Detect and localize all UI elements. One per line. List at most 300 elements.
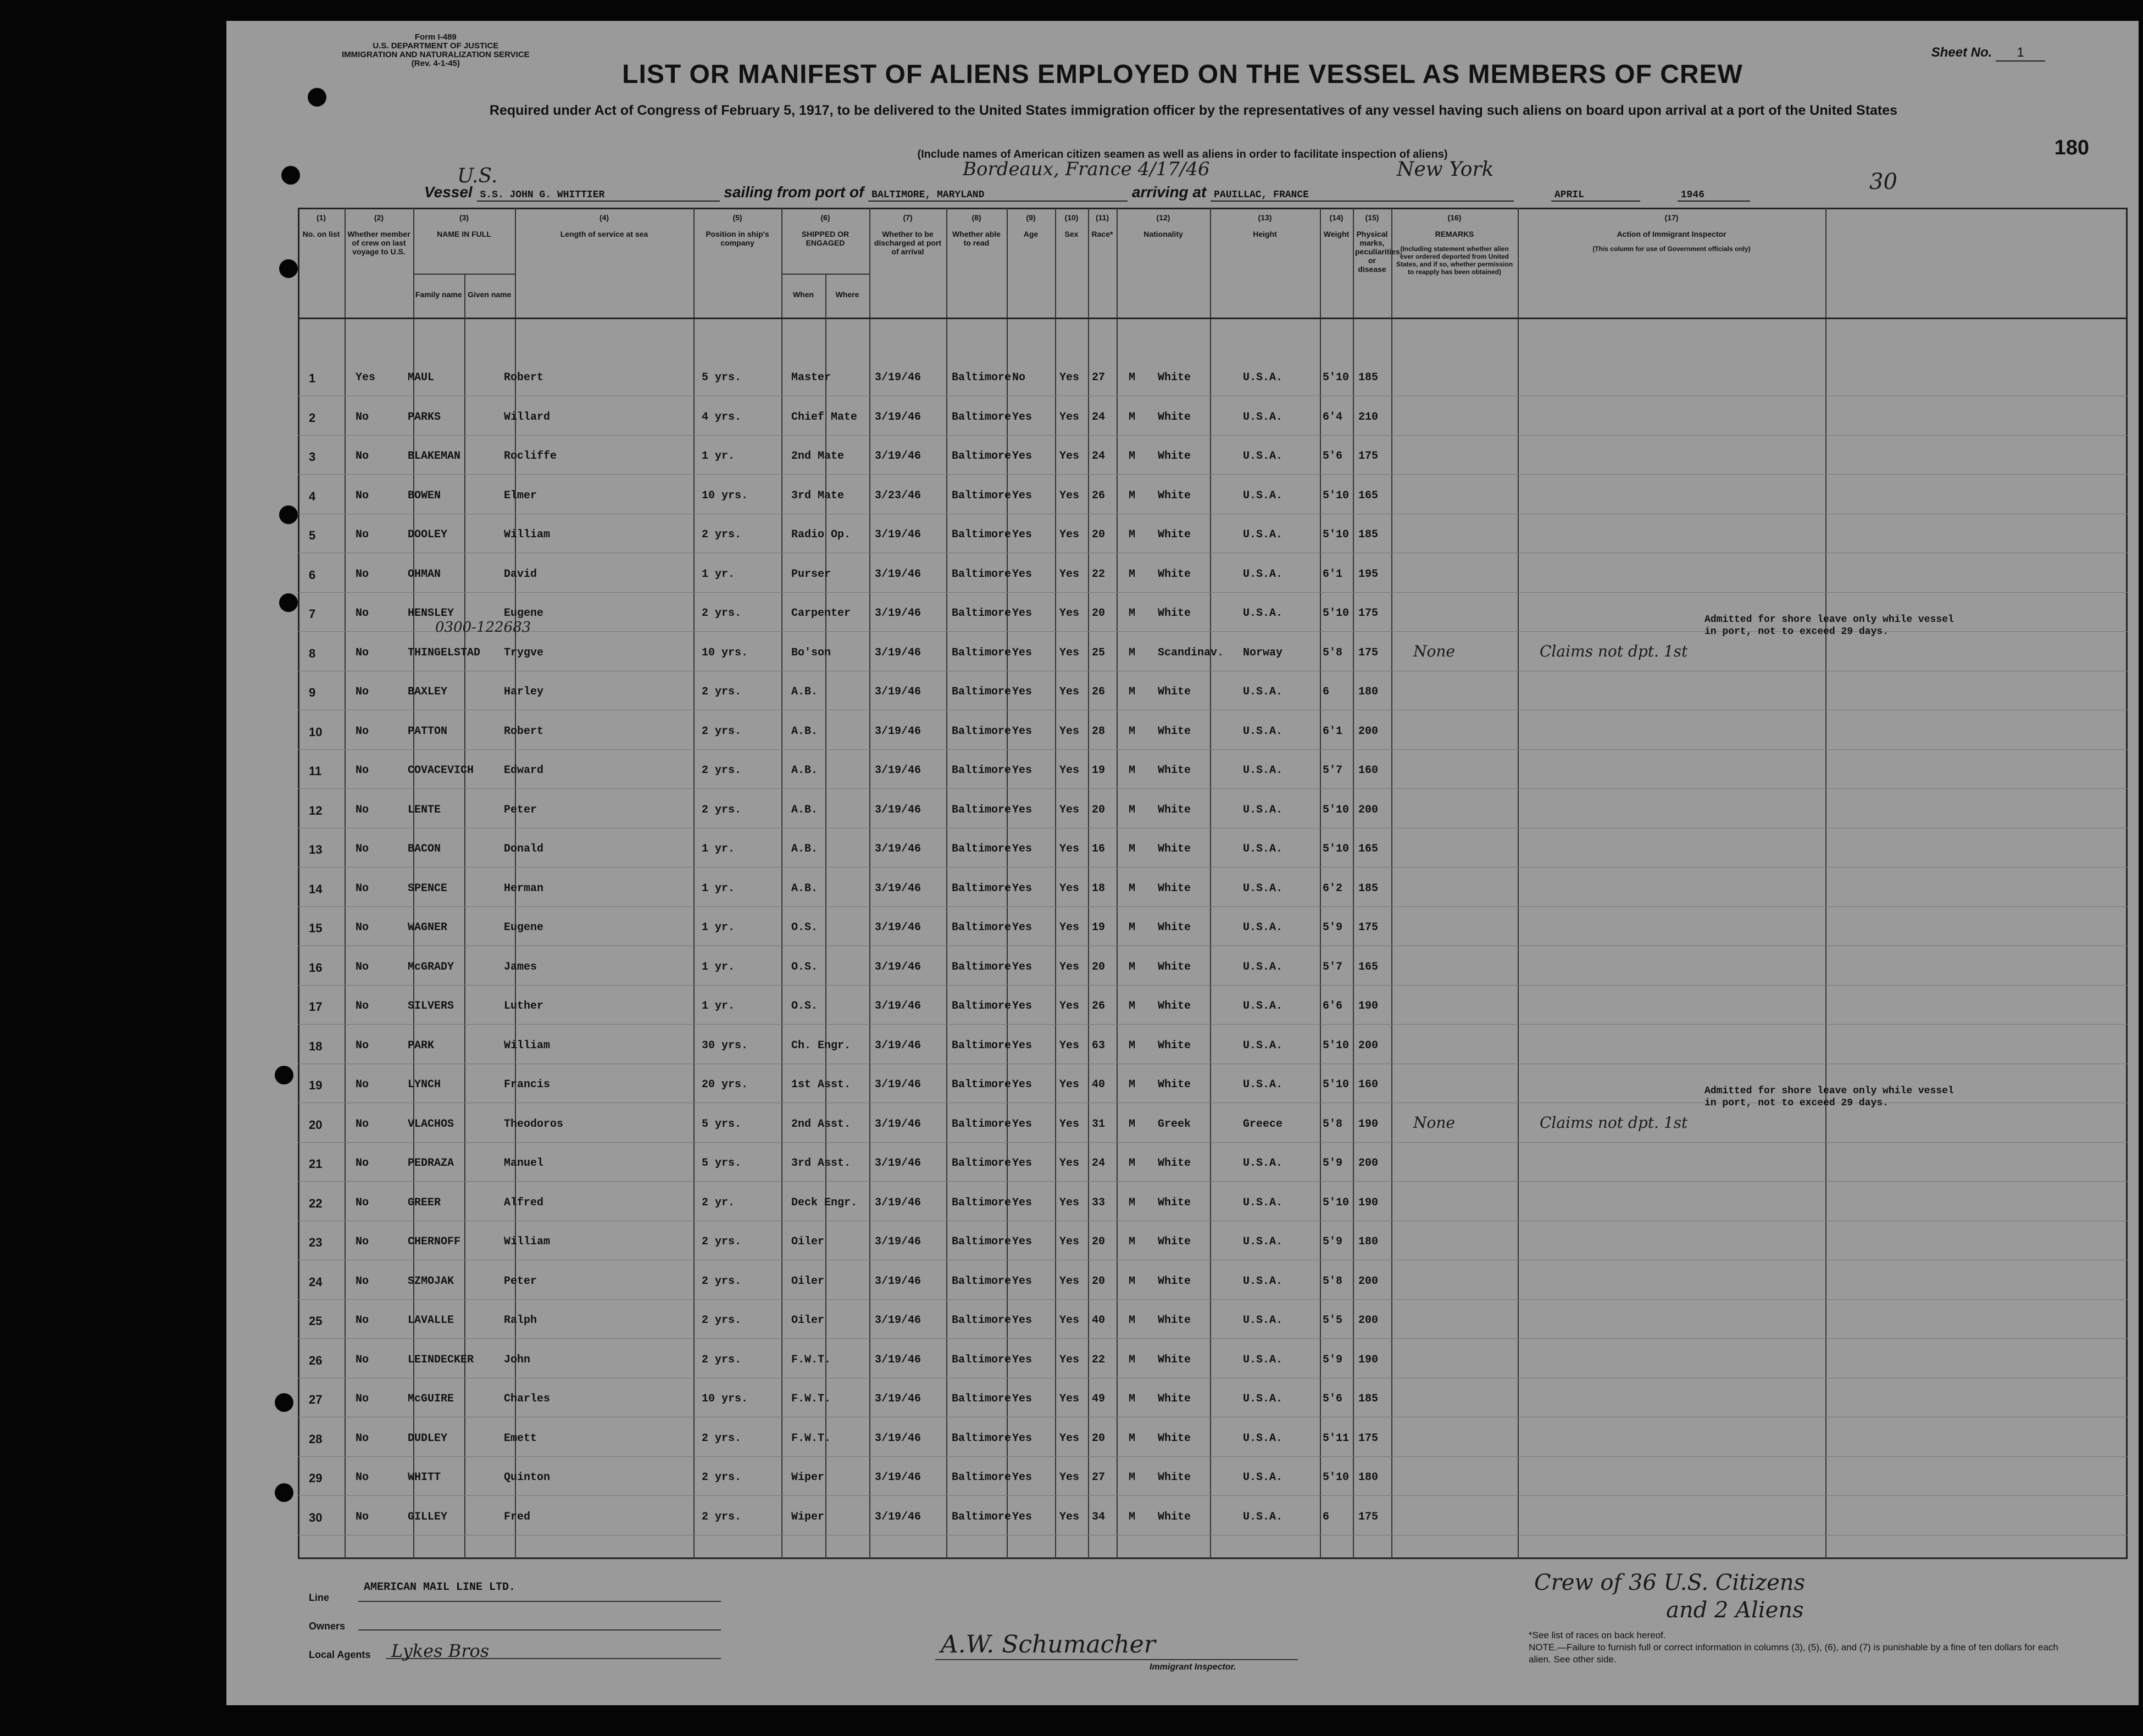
cell-read: Yes (1059, 882, 1080, 895)
cell-where: Baltimore (952, 1117, 1012, 1131)
cell-given: Fred (504, 1510, 531, 1523)
cell-read: Yes (1059, 1393, 1080, 1405)
cell-weight: 185 (1358, 882, 1379, 895)
cell-discharge: Yes (1012, 921, 1032, 934)
column-header: Action of Immigrant Inspector (1617, 230, 1726, 238)
shore-leave-remark: Admitted for shore leave only while vessel in port, not to exceed 29 days. (1705, 1086, 1954, 1109)
cell-position: A.B. (791, 882, 818, 895)
cell-age: 24 (1092, 410, 1106, 424)
cell-family: LYNCH (408, 1078, 441, 1091)
cell-race: White (1158, 686, 1191, 698)
cell-age: 20 (1092, 803, 1106, 816)
table-row (298, 1142, 2128, 1182)
table-row (298, 1377, 2128, 1417)
cell-family: SZMOJAK (408, 1275, 454, 1288)
cell-age: 20 (1092, 960, 1106, 973)
cell-no: 13 (309, 843, 323, 856)
cell-where: Baltimore (952, 410, 1012, 424)
sailing-port: BALTIMORE, MARYLAND (868, 190, 1128, 202)
cell-sex: M (1129, 1353, 1136, 1366)
cell-height: 6'6 (1323, 1000, 1343, 1012)
column-header: Whether member of crew on last voyage to U.S. (347, 230, 410, 256)
column-header: Weight (1323, 230, 1350, 238)
cell-where: Baltimore (952, 1039, 1012, 1052)
cell-weight: 200 (1358, 1157, 1379, 1170)
cell-given: Herman (504, 882, 544, 895)
handwritten-day: 30 (1869, 169, 1897, 194)
cell-service: 1 yr. (702, 921, 735, 934)
cell-discharge: Yes (1012, 567, 1032, 581)
cell-position: A.B. (791, 686, 818, 698)
cell-where: Baltimore (952, 1314, 1012, 1327)
cell-where: Baltimore (952, 607, 1012, 620)
cell-race: White (1158, 489, 1191, 502)
cell-when: 3/19/46 (875, 921, 921, 934)
cell-weight: 200 (1358, 725, 1379, 738)
cell-no: 11 (309, 764, 322, 778)
table-row (298, 1181, 2128, 1221)
cell-given: Manuel (504, 1157, 544, 1170)
cell-service: 2 yrs. (702, 764, 742, 777)
cell-given: Elmer (504, 489, 537, 502)
cell-no: 21 (309, 1157, 323, 1171)
agents-value: Lykes Bros (391, 1640, 490, 1661)
cell-given: Trygve (504, 646, 544, 659)
cell-sex: M (1129, 450, 1136, 463)
cell-family: BOWEN (408, 489, 441, 502)
cell-when: 3/19/46 (875, 1117, 921, 1131)
cell-position: Carpenter (791, 607, 851, 620)
cell-where: Baltimore (952, 725, 1012, 738)
cell-no: 18 (309, 1039, 323, 1053)
cell-weight: 160 (1358, 1078, 1379, 1091)
cell-race: White (1158, 843, 1191, 855)
table-row (298, 1456, 2128, 1496)
cell-nationality: U.S.A. (1243, 489, 1283, 502)
cell-family: BLAKEMAN (408, 450, 461, 463)
cell-sex: M (1129, 1078, 1136, 1091)
cell-last: No (356, 960, 369, 973)
cell-age: 40 (1092, 1078, 1106, 1091)
column-note: (This column for use of Government officials only) (1592, 245, 1751, 253)
cell-read: Yes (1059, 921, 1080, 934)
cell-discharge: Yes (1012, 1353, 1032, 1366)
cell-height: 6'1 (1323, 567, 1343, 581)
table-row (298, 1024, 2128, 1064)
cell-given: Ralph (504, 1314, 537, 1327)
cell-race: White (1158, 1510, 1191, 1523)
cell-last: No (356, 410, 369, 424)
cell-no: 17 (309, 1000, 323, 1014)
cell-position: Chief Mate (791, 410, 858, 424)
cell-given: Luther (504, 1000, 544, 1012)
cell-discharge: Yes (1012, 1236, 1032, 1248)
cell-given: John (504, 1353, 531, 1366)
cell-service: 2 yrs. (702, 725, 742, 738)
column-number: (15) (1365, 213, 1379, 222)
manifest-footer (226, 1559, 2139, 1705)
cell-read: Yes (1059, 1236, 1080, 1248)
cell-position: Wiper (791, 1471, 825, 1484)
cell-when: 3/19/46 (875, 607, 921, 620)
cell-discharge: Yes (1012, 1393, 1032, 1405)
cell-position: 1st Asst. (791, 1078, 851, 1091)
cell-position: A.B. (791, 725, 818, 738)
cell-when: 3/19/46 (875, 1314, 921, 1327)
cell-position: F.W.T. (791, 1393, 831, 1405)
cell-last: No (356, 1314, 369, 1327)
column-header: Position in ship's company (706, 230, 769, 247)
table-row (298, 867, 2128, 907)
cell-family: PARKS (408, 410, 441, 424)
cell-sex: M (1129, 686, 1136, 698)
punch-hole (279, 593, 298, 612)
cell-height: 6'4 (1323, 410, 1343, 424)
handwritten-claims: Claims not dpt. 1st (1540, 1113, 1688, 1132)
cell-last: No (356, 1157, 369, 1170)
cell-nationality: U.S.A. (1243, 921, 1283, 934)
cell-service: 2 yrs. (702, 686, 742, 698)
cell-race: White (1158, 1471, 1191, 1484)
cell-read: Yes (1059, 1117, 1080, 1131)
cell-last: No (356, 1393, 369, 1405)
cell-when: 3/19/46 (875, 567, 921, 581)
cell-position: Purser (791, 567, 831, 581)
signature-line (935, 1657, 1298, 1660)
cell-height: 5'10 (1323, 1471, 1350, 1484)
cell-nationality: U.S.A. (1243, 1000, 1283, 1012)
cell-last: No (356, 1117, 369, 1131)
cell-sex: M (1129, 1157, 1136, 1170)
cell-family: DOOLEY (408, 528, 448, 541)
cell-age: 20 (1092, 607, 1106, 620)
cell-discharge: Yes (1012, 1275, 1032, 1288)
cell-position: A.B. (791, 764, 818, 777)
cell-position: Deck Engr. (791, 1196, 858, 1209)
cell-when: 3/19/46 (875, 686, 921, 698)
cell-family: OHMAN (408, 567, 441, 581)
cell-no: 6 (309, 567, 316, 582)
arrival-year: 1946 (1678, 190, 1750, 202)
cell-height: 5'6 (1323, 450, 1343, 463)
cell-when: 3/19/46 (875, 1157, 921, 1170)
cell-position: 3rd Mate (791, 489, 845, 502)
cell-height: 5'10 (1323, 607, 1350, 620)
cell-no: 28 (309, 1432, 323, 1446)
column-header: Physical marks, peculiarities, or disease (1355, 230, 1402, 274)
cell-when: 3/19/46 (875, 882, 921, 895)
cell-age: 22 (1092, 567, 1106, 581)
cell-race: White (1158, 1000, 1191, 1012)
cell-race: White (1158, 607, 1191, 620)
column-number: (3) (459, 213, 469, 222)
cell-family: SPENCE (408, 882, 448, 895)
cell-when: 3/19/46 (875, 803, 921, 816)
cell-age: 28 (1092, 725, 1106, 738)
cell-service: 1 yr. (702, 882, 735, 895)
cell-weight: 175 (1358, 607, 1379, 620)
cell-family: HENSLEY (408, 607, 454, 620)
cell-nationality: U.S.A. (1243, 1393, 1283, 1405)
column-number: (11) (1095, 213, 1109, 222)
cell-when: 3/19/46 (875, 725, 921, 738)
cell-nationality: U.S.A. (1243, 528, 1283, 541)
column-header: Height (1253, 230, 1277, 238)
cell-sex: M (1129, 1117, 1136, 1131)
cell-nationality: U.S.A. (1243, 1314, 1283, 1327)
cell-sex: M (1129, 567, 1136, 581)
cell-discharge: Yes (1012, 803, 1032, 816)
punch-hole (279, 505, 298, 524)
cell-no: 7 (309, 607, 316, 621)
table-row (298, 1220, 2128, 1260)
table-row (298, 396, 2128, 436)
cell-height: 5'10 (1323, 528, 1350, 541)
cell-last: No (356, 764, 369, 777)
cell-family: WAGNER (408, 921, 448, 934)
cell-last: No (356, 1510, 369, 1523)
cell-family: GREER (408, 1196, 441, 1209)
column-header: Whether to be discharged at port of arrival (874, 230, 942, 256)
page-subtitle: Required under Act of Congress of February 5, 1917, to be delivered to the United States immigration officer by the representatives of any vessel having such aliens on board upon arrival at a port of the United States (489, 103, 1898, 118)
cell-given: Theodoros (504, 1117, 564, 1131)
cell-when: 3/19/46 (875, 1353, 921, 1366)
cell-no: 3 (309, 450, 316, 464)
cell-when: 3/19/46 (875, 1039, 921, 1052)
table-row (298, 553, 2128, 593)
cell-family: McGUIRE (408, 1393, 454, 1405)
cell-given: Alfred (504, 1196, 544, 1209)
cell-weight: 200 (1358, 1275, 1379, 1288)
races-note: *See list of races on back hereof. (1529, 1630, 1666, 1640)
cell-read: Yes (1059, 410, 1080, 424)
cell-given: James (504, 960, 537, 973)
cell-last: No (356, 1471, 369, 1484)
table-row (298, 435, 2128, 475)
cell-height: 5'9 (1323, 1353, 1343, 1366)
table-row (298, 474, 2128, 514)
cell-where: Baltimore (952, 371, 1012, 384)
cell-discharge: Yes (1012, 1471, 1032, 1484)
cell-service: 10 yrs. (702, 646, 748, 659)
column-number: (14) (1329, 213, 1343, 222)
cell-weight: 200 (1358, 1039, 1379, 1052)
cell-sex: M (1129, 1236, 1136, 1248)
cell-position: O.S. (791, 921, 818, 934)
cell-age: 49 (1092, 1393, 1106, 1405)
table-row (298, 1260, 2128, 1300)
cell-read: Yes (1059, 607, 1080, 620)
cell-height: 5'9 (1323, 1236, 1343, 1248)
cell-family: PARK (408, 1039, 435, 1052)
table-row (298, 984, 2128, 1025)
table-row (298, 513, 2128, 553)
cell-where: Baltimore (952, 686, 1012, 698)
cell-service: 1 yr. (702, 1000, 735, 1012)
cell-given: William (504, 1039, 551, 1052)
cell-read: Yes (1059, 803, 1080, 816)
cell-when: 3/19/46 (875, 1236, 921, 1248)
cell-given: Edward (504, 764, 544, 777)
cell-when: 3/19/46 (875, 371, 921, 384)
cell-family: COVACEVICH (408, 764, 474, 777)
cell-last: No (356, 1078, 369, 1091)
cell-family: THINGELSTAD (408, 646, 481, 659)
cell-service: 4 yrs. (702, 410, 742, 424)
cell-age: 27 (1092, 1471, 1106, 1484)
manifest-header (226, 21, 2139, 208)
cell-nationality: U.S.A. (1243, 882, 1283, 895)
cell-height: 6'2 (1323, 882, 1343, 895)
handwritten-claims: Claims not dpt. 1st (1540, 642, 1688, 660)
cell-no: 30 (309, 1510, 323, 1524)
cell-weight: 185 (1358, 1393, 1379, 1405)
cell-nationality: U.S.A. (1243, 607, 1283, 620)
cell-no: 26 (309, 1353, 323, 1367)
cell-age: 40 (1092, 1314, 1106, 1327)
cell-height: 5'6 (1323, 1393, 1343, 1405)
cell-sex: M (1129, 1393, 1136, 1405)
vessel-label: Vessel (424, 183, 473, 201)
cell-when: 3/19/46 (875, 528, 921, 541)
cell-sex: M (1129, 1039, 1136, 1052)
cell-when: 3/19/46 (875, 1275, 921, 1288)
cell-race: White (1158, 1353, 1191, 1366)
cell-last: No (356, 1236, 369, 1248)
cell-given: William (504, 1236, 551, 1248)
cell-race: Scandinav. (1158, 646, 1224, 659)
cell-where: Baltimore (952, 489, 1012, 502)
table-row (298, 945, 2128, 986)
crew-table (298, 208, 2128, 1559)
cell-where: Baltimore (952, 528, 1012, 541)
cell-race: White (1158, 803, 1191, 816)
cell-discharge: Yes (1012, 1117, 1032, 1131)
cell-service: 1 yr. (702, 567, 735, 581)
cell-discharge: Yes (1012, 1196, 1032, 1209)
cell-read: Yes (1059, 1039, 1080, 1052)
cell-race: White (1158, 921, 1191, 934)
cell-age: 20 (1092, 1432, 1106, 1445)
cell-weight: 175 (1358, 450, 1379, 463)
cell-when: 3/19/46 (875, 960, 921, 973)
cell-nationality: U.S.A. (1243, 764, 1283, 777)
cell-last: No (356, 1039, 369, 1052)
cell-given: Eugene (504, 607, 544, 620)
column-subheader: Given name (468, 290, 512, 299)
cell-sex: M (1129, 882, 1136, 895)
cell-height: 5'8 (1323, 1117, 1343, 1131)
cell-read: Yes (1059, 843, 1080, 855)
cell-age: 31 (1092, 1117, 1106, 1131)
table-row (298, 788, 2128, 828)
cell-given: Eugene (504, 921, 544, 934)
table-row (298, 1495, 2128, 1535)
table-row (298, 906, 2128, 946)
cell-sex: M (1129, 764, 1136, 777)
cell-nationality: U.S.A. (1243, 1275, 1283, 1288)
cell-where: Baltimore (952, 1157, 1012, 1170)
cell-discharge: Yes (1012, 410, 1032, 424)
penalty-note: NOTE.—Failure to furnish full or correct information in columns (3), (5), (6), and (7) is punishable by a fine of ten dollars for each alien. See other side. (1529, 1642, 2058, 1665)
cell-race: White (1158, 1078, 1191, 1091)
cell-sex: M (1129, 646, 1136, 659)
cell-when: 3/23/46 (875, 489, 921, 502)
cell-read: Yes (1059, 489, 1080, 502)
cell-sex: M (1129, 725, 1136, 738)
cell-age: 22 (1092, 1353, 1106, 1366)
column-header: Nationality (1143, 230, 1183, 238)
cell-height: 5'5 (1323, 1314, 1343, 1327)
page-title: LIST OR MANIFEST OF ALIENS EMPLOYED ON THE VESSEL AS MEMBERS OF CREW (622, 60, 1743, 89)
cell-last: No (356, 725, 369, 738)
cell-service: 20 yrs. (702, 1078, 748, 1091)
cell-where: Baltimore (952, 1000, 1012, 1012)
cell-sex: M (1129, 1432, 1136, 1445)
cell-family: LAVALLE (408, 1314, 454, 1327)
cell-age: 34 (1092, 1510, 1106, 1523)
cell-read: Yes (1059, 1353, 1080, 1366)
cell-where: Baltimore (952, 1393, 1012, 1405)
column-number: (4) (599, 213, 609, 222)
cell-read: Yes (1059, 371, 1080, 384)
column-subheader: When (792, 290, 814, 299)
cell-age: 20 (1092, 1236, 1106, 1248)
cell-when: 3/19/46 (875, 1432, 921, 1445)
punch-hole (275, 1066, 293, 1084)
cell-when: 3/19/46 (875, 1393, 921, 1405)
cell-where: Baltimore (952, 803, 1012, 816)
column-number: (2) (374, 213, 384, 222)
cell-last: No (356, 567, 369, 581)
cell-read: Yes (1059, 764, 1080, 777)
punch-hole (275, 1483, 293, 1502)
cell-no: 10 (309, 725, 323, 739)
cell-given: William (504, 528, 551, 541)
cell-service: 2 yrs. (702, 1471, 742, 1484)
cell-family: VLACHOS (408, 1117, 454, 1131)
table-row (298, 1299, 2128, 1339)
cell-last: No (356, 450, 369, 463)
form-id: Form I-489 (414, 32, 457, 42)
cell-height: 5'10 (1323, 843, 1350, 855)
cell-height: 5'11 (1323, 1432, 1350, 1445)
cell-sex: M (1129, 528, 1136, 541)
cell-where: Baltimore (952, 1432, 1012, 1445)
cell-no: 1 (309, 371, 316, 385)
cell-weight: 200 (1358, 803, 1379, 816)
handwritten-file-number: 0300-122683 (435, 619, 531, 636)
cell-age: 26 (1092, 489, 1106, 502)
cell-race: White (1158, 1196, 1191, 1209)
cell-race: White (1158, 1157, 1191, 1170)
cell-height: 5'10 (1323, 803, 1350, 816)
include-note: (Include names of American citizen seamen as well as aliens in order to facilitate inspection of aliens) (917, 148, 1448, 160)
cell-no: 20 (309, 1117, 323, 1132)
cell-when: 3/19/46 (875, 1196, 921, 1209)
cell-service: 2 yrs. (702, 528, 742, 541)
crew-note-1: Crew of 36 U.S. Citizens (1534, 1570, 1806, 1595)
cell-given: Robert (504, 371, 544, 384)
cell-service: 1 yr. (702, 960, 735, 973)
cell-age: 33 (1092, 1196, 1106, 1209)
cell-position: 2nd Mate (791, 450, 845, 463)
column-number: (12) (1156, 213, 1170, 222)
cell-where: Baltimore (952, 1353, 1012, 1366)
cell-given: Rocliffe (504, 450, 557, 463)
inspector-label: Immigrant Inspector. (1150, 1662, 1236, 1672)
cell-family: WHITT (408, 1471, 441, 1484)
